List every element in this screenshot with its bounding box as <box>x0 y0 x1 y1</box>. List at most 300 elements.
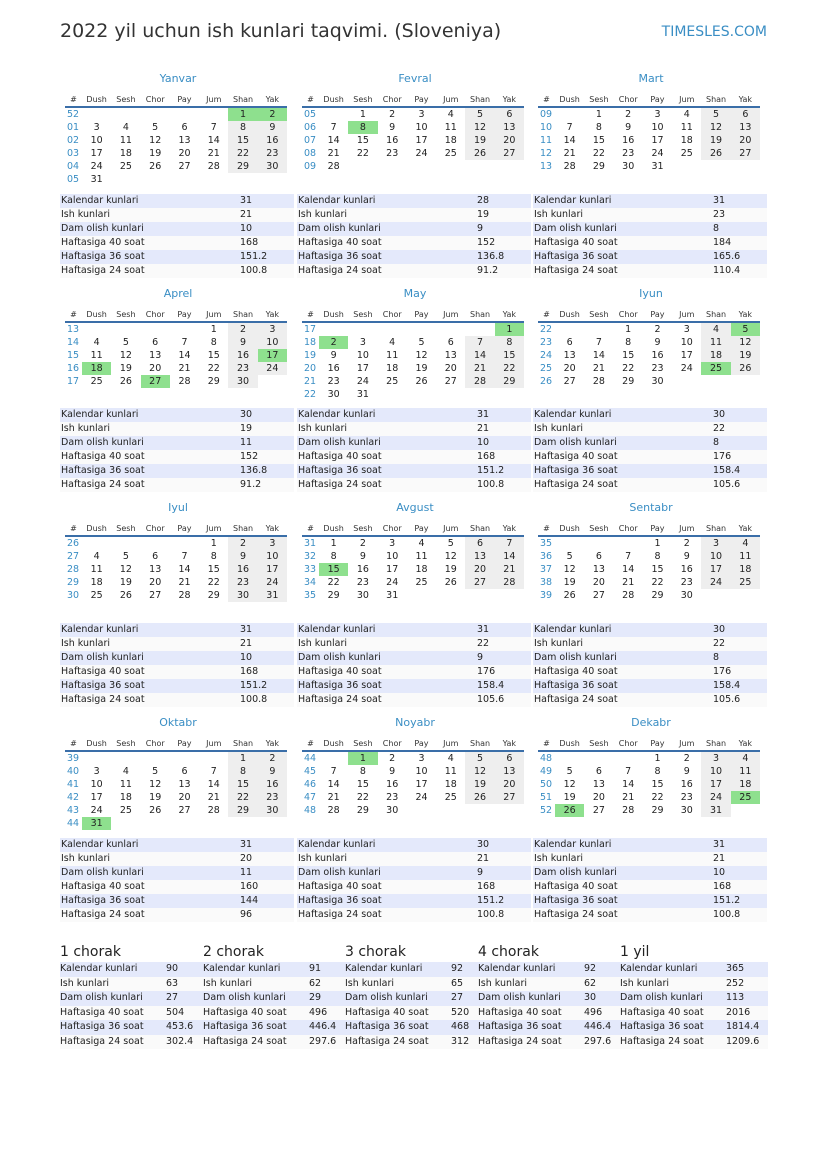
stat-value: 446.4 <box>584 1020 626 1035</box>
month-stats <box>297 838 531 922</box>
day-cell: 7 <box>625 551 632 562</box>
day-cell <box>407 589 436 602</box>
week-row <box>65 791 287 804</box>
stat-label: Dam olish kunlari <box>297 651 477 665</box>
day-cell: 23 <box>258 791 287 804</box>
stat-value: 136.8 <box>240 464 294 478</box>
day-cell: 7 <box>625 766 632 777</box>
month-calendar <box>65 736 287 830</box>
stat-value: 29 <box>309 991 351 1006</box>
day-cell: 29 <box>356 805 369 816</box>
week-number: 39 <box>540 590 553 601</box>
weekday-header: Dush <box>319 521 348 536</box>
stat-label: Haftasiga 36 soat <box>60 1020 166 1035</box>
stat-label: Haftasiga 40 soat <box>297 236 477 250</box>
stat-value: 165.6 <box>713 250 767 264</box>
day-cell: 5 <box>447 538 454 549</box>
week-row <box>302 751 524 765</box>
stat-label: Haftasiga 40 soat <box>345 1006 451 1021</box>
day-cell: 12 <box>415 350 428 361</box>
day-cell <box>495 388 524 401</box>
week-row <box>65 121 287 134</box>
stat-label: Haftasiga 24 soat <box>203 1035 309 1050</box>
stat-label: Ish kunlari <box>60 422 240 436</box>
stat-value: 312 <box>451 1035 493 1050</box>
stat-value: 168 <box>240 236 294 250</box>
stat-label: Haftasiga 36 soat <box>297 464 477 478</box>
day-cell: 21 <box>207 792 220 803</box>
day-cell: 1 <box>348 751 377 765</box>
day-cell: 8 <box>210 551 217 562</box>
stat-value: 297.6 <box>309 1035 351 1050</box>
stat-label: Dam olish kunlari <box>620 991 726 1006</box>
day-cell: 21 <box>178 363 191 374</box>
week-number: 17 <box>67 376 80 387</box>
weekday-header: Dush <box>82 736 111 751</box>
day-cell: 27 <box>178 805 191 816</box>
week-number: 35 <box>304 590 317 601</box>
stat-value: 27 <box>451 991 493 1006</box>
day-cell: 23 <box>386 148 399 159</box>
day-cell: 3 <box>389 538 396 549</box>
day-cell: 14 <box>327 135 340 146</box>
stat-value: 11 <box>240 866 294 880</box>
day-cell: 17 <box>415 779 428 790</box>
day-cell: 19 <box>119 577 132 588</box>
day-cell: 26 <box>563 590 576 601</box>
day-cell: 1 <box>330 538 337 549</box>
day-cell: 14 <box>178 564 191 575</box>
day-cell: 20 <box>465 563 494 576</box>
month-7 <box>302 501 528 602</box>
week-number: 05 <box>67 174 80 185</box>
stat-value: 92 <box>451 962 493 977</box>
day-cell: 18 <box>119 148 132 159</box>
day-cell: 17 <box>258 563 287 576</box>
day-cell: 25 <box>701 362 730 375</box>
stat-label: Haftasiga 40 soat <box>60 880 240 894</box>
week-row <box>538 550 760 563</box>
stat-label: Kalendar kunlari <box>533 623 713 637</box>
day-cell <box>258 817 287 830</box>
stat-value: 90 <box>166 962 208 977</box>
site-link[interactable]: TIMESLES.COM <box>661 24 767 40</box>
weekday-header: Jum <box>199 736 228 751</box>
day-cell <box>407 322 436 336</box>
day-cell: 4 <box>683 109 690 120</box>
day-cell: 11 <box>444 766 457 777</box>
week-number: 50 <box>540 779 553 790</box>
week-number: 09 <box>540 109 553 120</box>
day-cell: 22 <box>207 363 220 374</box>
stat-value: 96 <box>240 908 294 922</box>
day-cell <box>258 173 287 186</box>
weekday-header: # <box>538 307 555 322</box>
week-number: 48 <box>304 805 317 816</box>
weekday-header: Chor <box>141 92 170 107</box>
stat-value: 8 <box>713 651 767 665</box>
day-cell: 8 <box>228 121 257 134</box>
month-stats <box>533 623 767 707</box>
day-cell: 9 <box>228 336 257 349</box>
day-cell: 16 <box>228 349 257 362</box>
week-number: 14 <box>67 337 80 348</box>
stat-value: 21 <box>713 852 767 866</box>
day-cell: 13 <box>465 550 494 563</box>
day-cell: 13 <box>592 564 605 575</box>
stat-value: 100.8 <box>477 478 531 492</box>
day-cell: 23 <box>356 577 369 588</box>
stat-value: 1814.4 <box>726 1020 768 1035</box>
day-cell: 1 <box>654 753 661 764</box>
day-cell: 20 <box>563 363 576 374</box>
day-cell: 25 <box>731 576 760 589</box>
weekday-header: Shan <box>465 736 494 751</box>
day-cell: 18 <box>444 135 457 146</box>
stat-value: 30 <box>713 408 767 422</box>
day-cell <box>555 107 584 121</box>
day-cell: 2 <box>683 538 690 549</box>
day-cell: 18 <box>680 135 693 146</box>
week-number: 28 <box>67 564 80 575</box>
day-cell: 7 <box>566 122 573 133</box>
day-cell: 1 <box>228 751 257 765</box>
day-cell: 19 <box>119 363 132 374</box>
stat-label: Dam olish kunlari <box>297 436 477 450</box>
weekday-header: Yak <box>731 736 760 751</box>
week-number: 23 <box>540 337 553 348</box>
stat-value: 152 <box>477 236 531 250</box>
week-row <box>65 563 287 576</box>
stat-label: Haftasiga 24 soat <box>533 693 713 707</box>
day-cell: 18 <box>119 792 132 803</box>
day-cell: 30 <box>258 804 287 817</box>
week-row <box>65 817 287 830</box>
day-cell: 16 <box>386 135 399 146</box>
day-cell: 7 <box>330 766 337 777</box>
stat-value: 105.6 <box>713 478 767 492</box>
week-number: 15 <box>67 350 80 361</box>
day-cell <box>584 322 613 336</box>
day-cell: 12 <box>701 121 730 134</box>
day-cell: 2 <box>683 753 690 764</box>
stat-value: 22 <box>477 637 531 651</box>
day-cell: 6 <box>152 551 159 562</box>
day-cell: 11 <box>444 122 457 133</box>
day-cell: 6 <box>595 551 602 562</box>
week-row <box>302 388 524 401</box>
stat-label: Kalendar kunlari <box>620 962 726 977</box>
stat-label: Kalendar kunlari <box>60 194 240 208</box>
day-cell: 27 <box>465 576 494 589</box>
day-cell: 1 <box>359 109 366 120</box>
week-row <box>65 375 287 388</box>
day-cell: 20 <box>592 577 605 588</box>
day-cell: 16 <box>622 135 635 146</box>
day-cell: 31 <box>701 804 730 817</box>
day-cell: 14 <box>622 564 635 575</box>
day-cell: 1 <box>595 109 602 120</box>
weekday-header: Chor <box>378 307 407 322</box>
day-cell: 16 <box>258 778 287 791</box>
weekday-header: Pay <box>643 521 672 536</box>
stat-value: 152 <box>240 450 294 464</box>
week-row <box>538 791 760 804</box>
stat-label: Haftasiga 36 soat <box>533 250 713 264</box>
stat-value: 105.6 <box>713 693 767 707</box>
day-cell <box>465 322 494 336</box>
stat-value: 22 <box>713 637 767 651</box>
day-cell: 25 <box>386 376 399 387</box>
day-cell: 16 <box>356 564 369 575</box>
weekday-header: Sesh <box>584 307 613 322</box>
week-row <box>65 107 287 121</box>
stat-value: 62 <box>309 977 351 992</box>
stat-label: Kalendar kunlari <box>60 962 166 977</box>
day-cell: 12 <box>119 350 132 361</box>
month-name: Aprel <box>163 287 193 300</box>
stat-value: 91 <box>309 962 351 977</box>
stat-label: Ish kunlari <box>297 637 477 651</box>
day-cell: 23 <box>622 148 635 159</box>
day-cell: 6 <box>566 337 573 348</box>
month-name: Oktabr <box>159 716 197 729</box>
day-cell: 19 <box>563 577 576 588</box>
day-cell: 30 <box>651 376 664 387</box>
day-cell: 27 <box>495 147 524 160</box>
stat-label: Ish kunlari <box>533 637 713 651</box>
week-row <box>538 563 760 576</box>
day-cell: 20 <box>495 134 524 147</box>
month-4 <box>302 287 528 401</box>
day-cell: 4 <box>122 766 129 777</box>
weekday-header: Dush <box>555 736 584 751</box>
week-number: 32 <box>304 551 317 562</box>
weekday-header: Shan <box>228 521 257 536</box>
stat-value: 100.8 <box>477 908 531 922</box>
day-cell: 12 <box>563 779 576 790</box>
day-cell: 10 <box>356 350 369 361</box>
quarter-summary-0 <box>60 944 210 1049</box>
day-cell: 12 <box>465 121 494 134</box>
stat-value: 30 <box>240 408 294 422</box>
stat-value: 23 <box>713 208 767 222</box>
stat-value: 100.8 <box>713 908 767 922</box>
day-cell: 3 <box>258 536 287 550</box>
day-cell: 6 <box>465 536 494 550</box>
weekday-header: Sesh <box>348 521 377 536</box>
weekday-header: Pay <box>643 307 672 322</box>
day-cell <box>495 589 524 602</box>
day-cell: 22 <box>228 147 257 160</box>
stat-label: Dam olish kunlari <box>60 651 240 665</box>
day-cell: 4 <box>447 109 454 120</box>
day-cell: 3 <box>418 109 425 120</box>
weekday-header: Shan <box>465 307 494 322</box>
week-row <box>302 322 524 336</box>
stat-label: Ish kunlari <box>60 208 240 222</box>
day-cell <box>228 817 257 830</box>
day-cell: 22 <box>356 792 369 803</box>
week-row <box>302 147 524 160</box>
week-row <box>538 121 760 134</box>
week-number: 01 <box>67 122 80 133</box>
week-number: 40 <box>67 766 80 777</box>
stat-value: 168 <box>240 665 294 679</box>
day-cell <box>672 160 701 173</box>
stat-value: 302.4 <box>166 1035 208 1050</box>
weekday-header: Chor <box>378 92 407 107</box>
week-number: 22 <box>304 389 317 400</box>
day-cell: 3 <box>683 324 690 335</box>
stat-label: Haftasiga 40 soat <box>297 880 477 894</box>
day-cell: 2 <box>389 109 396 120</box>
month-stats <box>60 194 294 278</box>
stat-label: Kalendar kunlari <box>533 838 713 852</box>
week-number: 47 <box>304 792 317 803</box>
day-cell: 17 <box>258 349 287 362</box>
day-cell: 27 <box>563 376 576 387</box>
week-number: 17 <box>304 324 317 335</box>
day-cell: 10 <box>258 336 287 349</box>
month-9 <box>65 716 291 830</box>
week-row <box>538 765 760 778</box>
day-cell: 11 <box>119 779 132 790</box>
day-cell: 26 <box>415 376 428 387</box>
day-cell: 2 <box>319 336 348 349</box>
stat-label: Haftasiga 36 soat <box>60 679 240 693</box>
day-cell: 8 <box>625 337 632 348</box>
day-cell <box>319 322 348 336</box>
week-row <box>302 576 524 589</box>
stat-value: 30 <box>584 991 626 1006</box>
day-cell: 20 <box>731 134 760 147</box>
stat-label: Haftasiga 24 soat <box>60 478 240 492</box>
month-name: Fevral <box>398 72 432 85</box>
week-number: 20 <box>304 363 317 374</box>
stat-label: Haftasiga 24 soat <box>297 693 477 707</box>
weekday-header: Dush <box>555 92 584 107</box>
week-number: 04 <box>67 161 80 172</box>
day-cell: 11 <box>731 765 760 778</box>
day-cell: 23 <box>258 147 287 160</box>
day-cell: 23 <box>228 362 257 375</box>
day-cell <box>82 751 111 765</box>
day-cell <box>407 160 436 173</box>
week-number: 43 <box>67 805 80 816</box>
day-cell: 27 <box>592 590 605 601</box>
day-cell <box>348 322 377 336</box>
weekday-header: Pay <box>170 521 199 536</box>
stat-value: 19 <box>240 422 294 436</box>
day-cell: 25 <box>90 376 103 387</box>
day-cell <box>614 536 643 550</box>
week-number: 31 <box>304 538 317 549</box>
stat-value: 31 <box>477 623 531 637</box>
day-cell: 29 <box>592 161 605 172</box>
stat-value: 297.6 <box>584 1035 626 1050</box>
stat-label: Dam olish kunlari <box>478 991 584 1006</box>
week-number: 26 <box>67 538 80 549</box>
stat-label: Dam olish kunlari <box>533 651 713 665</box>
day-cell: 20 <box>178 792 191 803</box>
weekday-header: Yak <box>731 307 760 322</box>
day-cell: 25 <box>444 148 457 159</box>
weekday-header: Shan <box>701 736 730 751</box>
day-cell: 9 <box>625 122 632 133</box>
weekday-header: # <box>302 92 319 107</box>
day-cell: 11 <box>680 122 693 133</box>
stat-label: Kalendar kunlari <box>297 408 477 422</box>
day-cell: 13 <box>444 350 457 361</box>
day-cell: 15 <box>228 778 257 791</box>
day-cell <box>465 388 494 401</box>
day-cell: 2 <box>228 536 257 550</box>
weekday-header: Jum <box>672 307 701 322</box>
weekday-header: Pay <box>407 521 436 536</box>
weekday-header: # <box>538 521 555 536</box>
day-cell: 25 <box>119 805 132 816</box>
month-calendar <box>302 736 524 817</box>
day-cell: 24 <box>701 791 730 804</box>
day-cell: 26 <box>149 805 162 816</box>
day-cell: 4 <box>701 322 730 336</box>
week-number: 38 <box>540 577 553 588</box>
day-cell: 2 <box>359 538 366 549</box>
week-number: 37 <box>540 564 553 575</box>
day-cell: 17 <box>651 135 664 146</box>
stat-value: 504 <box>166 1006 208 1021</box>
week-row <box>65 576 287 589</box>
stat-value: 91.2 <box>477 264 531 278</box>
day-cell: 8 <box>330 551 337 562</box>
weekday-header: Jum <box>199 521 228 536</box>
weekday-header: Shan <box>228 736 257 751</box>
day-cell: 4 <box>731 751 760 765</box>
stat-value: 168 <box>477 450 531 464</box>
stat-value: 30 <box>477 838 531 852</box>
day-cell <box>672 375 701 388</box>
day-cell: 29 <box>207 590 220 601</box>
day-cell: 3 <box>258 322 287 336</box>
week-row <box>302 375 524 388</box>
day-cell: 26 <box>119 590 132 601</box>
stat-label: Haftasiga 24 soat <box>297 264 477 278</box>
day-cell: 13 <box>495 765 524 778</box>
stat-label: Dam olish kunlari <box>297 222 477 236</box>
week-row <box>65 147 287 160</box>
weekday-header: Chor <box>614 92 643 107</box>
week-row <box>65 778 287 791</box>
day-cell: 24 <box>258 362 287 375</box>
week-row <box>65 589 287 602</box>
stat-value: 21 <box>477 852 531 866</box>
day-cell: 25 <box>119 161 132 172</box>
day-cell: 9 <box>389 122 396 133</box>
weekday-header: Shan <box>701 307 730 322</box>
day-cell: 10 <box>90 135 103 146</box>
day-cell: 4 <box>418 538 425 549</box>
stat-label: Ish kunlari <box>297 208 477 222</box>
day-cell <box>111 107 140 121</box>
week-number: 52 <box>540 805 553 816</box>
day-cell: 21 <box>622 792 635 803</box>
stat-value: 28 <box>477 194 531 208</box>
weekday-header: Jum <box>436 92 465 107</box>
stat-label: Haftasiga 36 soat <box>60 894 240 908</box>
day-cell: 6 <box>181 766 188 777</box>
stat-label: Haftasiga 24 soat <box>60 264 240 278</box>
